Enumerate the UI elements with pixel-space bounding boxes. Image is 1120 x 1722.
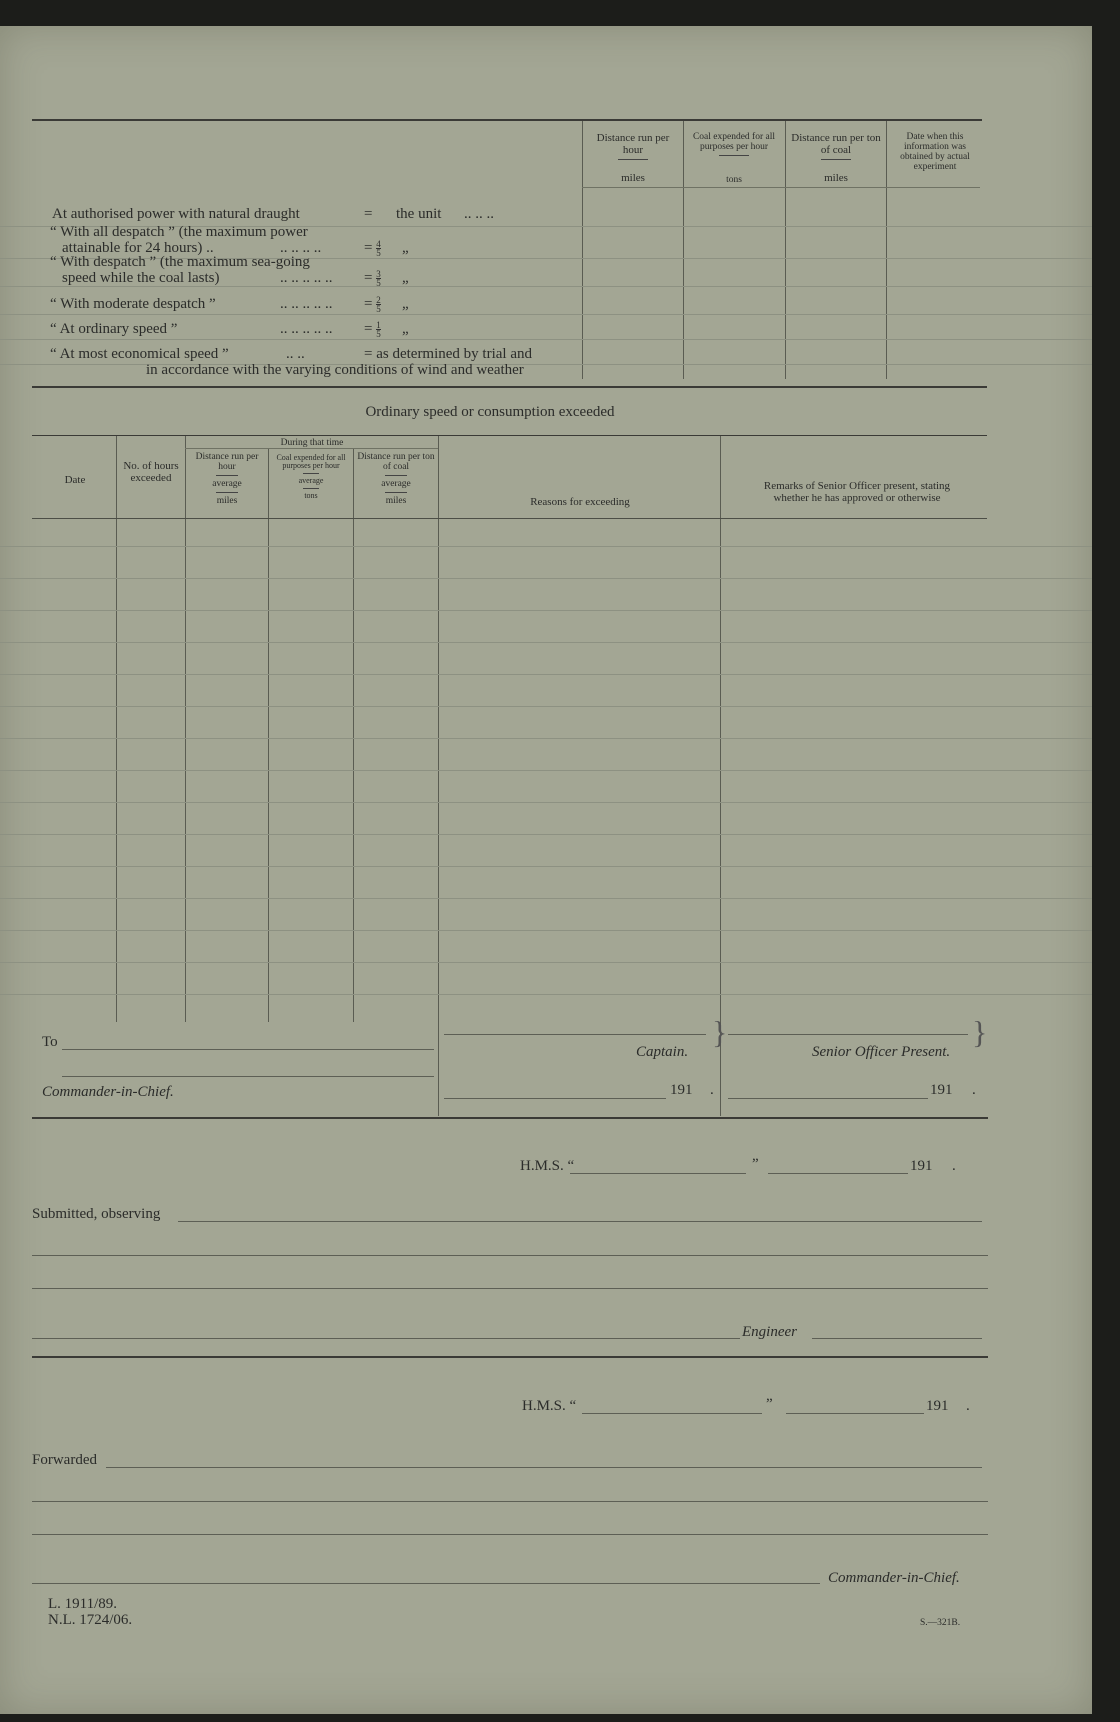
row-ordinary-label: “ At ordinary speed ” (50, 321, 178, 337)
ruled-line (0, 706, 1092, 707)
submitted-hms: H.M.S. “ (520, 1158, 575, 1174)
header-date: Date (64, 474, 86, 486)
row-despatch-eq: = $\frac{3}{5}$ (364, 269, 381, 289)
row-economical-label: “ At most economical speed ” (50, 346, 229, 362)
top-rule (32, 119, 982, 121)
ruled-line (0, 738, 1092, 739)
col-divider (438, 436, 439, 1116)
observing-line-3[interactable] (32, 1288, 988, 1289)
header-reasons: Reasons for exceeding (530, 496, 630, 508)
ruled-line (0, 994, 1092, 995)
row-moderate-eq: = $\frac{2}{5}$ (364, 295, 381, 315)
captain-signature-line[interactable] (444, 1034, 706, 1035)
header-underline (32, 518, 987, 519)
brace-icon: } (972, 1014, 988, 1050)
row-moderate-label: “ With moderate despatch ” (50, 296, 216, 312)
senior-label: Senior Officer Present. (812, 1044, 951, 1060)
leader-dots: .. .. (286, 346, 305, 362)
forwarded-line-3[interactable] (32, 1534, 988, 1535)
col-divider (116, 436, 117, 1022)
row-all-despatch-eq: = $\frac{4}{5}$ (364, 239, 381, 259)
row-authorised-eq: = (364, 206, 373, 222)
senior-dot: . (972, 1082, 976, 1098)
header-coal-per-hour: Coal expended for all purposes per hour average tons (276, 453, 346, 500)
ruled-line (0, 314, 1092, 315)
ruled-line (0, 286, 1092, 287)
header-during: During that time (280, 438, 344, 448)
header-remarks: Remarks of Senior Officer present, stating whether he has approved or otherwise (763, 480, 951, 504)
ruled-line (0, 770, 1092, 771)
row-despatch-label-2: speed while the coal lasts) (62, 270, 220, 286)
document-page (0, 26, 1092, 1714)
header-unit-miles: miles (621, 172, 645, 184)
forwarded-dot: . (966, 1398, 970, 1414)
ship-name-line[interactable] (570, 1173, 746, 1174)
section-rule (32, 1117, 988, 1119)
col-divider (353, 448, 354, 1022)
col-divider (268, 448, 269, 1022)
ruled-line (0, 578, 1092, 579)
forwarded-hms: H.M.S. “ (522, 1398, 577, 1414)
ruled-line (0, 339, 1092, 340)
engineer-label: Engineer (742, 1324, 797, 1340)
to-line-2[interactable] (62, 1076, 434, 1077)
col-divider (185, 436, 186, 1022)
forwarded-line-2[interactable] (32, 1501, 988, 1502)
section-title: Ordinary speed or consumption exceeded (365, 404, 615, 420)
header-underline (582, 187, 980, 188)
ref-nl: N.L. 1724/06. (48, 1612, 133, 1628)
to-label: To (42, 1034, 58, 1050)
row-despatch-label-1: “ With despatch ” (the maximum sea-going (50, 254, 310, 270)
forwarded-year: 191 (926, 1398, 949, 1414)
during-underline (185, 448, 438, 449)
brace-icon: } (712, 1014, 728, 1050)
leader-dots: .. .. .. .. (280, 240, 322, 256)
ruled-line (0, 866, 1092, 867)
header-coal-per-hour: Coal expended for all purposes per hour (687, 132, 781, 159)
senior-year: 191 (930, 1082, 953, 1098)
observing-line[interactable] (178, 1221, 982, 1222)
senior-signature-line[interactable] (728, 1034, 968, 1035)
row-ordinary-eq: = $\frac{1}{5}$ (364, 320, 381, 340)
forwarded-cinc-label: Commander-in-Chief. (828, 1570, 960, 1586)
captain-dot: . (710, 1082, 714, 1098)
ruled-line (0, 546, 1092, 547)
header-date-experiment: Date when this information was obtained by actual experiment (900, 132, 970, 172)
ref-l: L. 1911/89. (48, 1596, 118, 1612)
leader-dots: .. .. .. (464, 206, 494, 222)
row-economical-value-1: = as determined by trial and (364, 346, 532, 362)
ruled-line (0, 930, 1092, 931)
col-divider (886, 121, 887, 379)
row-authorised-value: the unit (396, 206, 442, 222)
senior-date-line[interactable] (728, 1098, 928, 1099)
submitted-year: 191 (910, 1158, 933, 1174)
engineer-line-tail[interactable] (812, 1338, 982, 1339)
table-top-rule (32, 435, 987, 436)
ship-name-line[interactable] (582, 1413, 762, 1414)
observing-line-2[interactable] (32, 1255, 988, 1256)
close-quote: ” (752, 1156, 759, 1172)
leader-dots: .. .. .. .. .. (280, 270, 333, 286)
ditto-mark: „ (402, 321, 409, 337)
ditto-mark: „ (402, 296, 409, 312)
leader-dots: .. .. .. .. .. (280, 321, 333, 337)
ditto-mark: „ (402, 240, 409, 256)
captain-date-line[interactable] (444, 1098, 666, 1099)
cinc-signature-line[interactable] (32, 1583, 820, 1584)
header-dist-per-ton: Distance run per ton of coal average miles (357, 452, 435, 506)
submitted-label: Submitted, observing (32, 1206, 161, 1222)
ruled-line (0, 834, 1092, 835)
ruled-line (0, 898, 1092, 899)
ditto-mark: „ (402, 270, 409, 286)
cinc-label: Commander-in-Chief. (42, 1084, 174, 1100)
ruled-line (0, 802, 1092, 803)
col-divider (582, 121, 583, 379)
col-divider (683, 121, 684, 379)
leader-dots: .. .. .. .. .. (280, 296, 333, 312)
header-distance-per-hour: Distance run per hour (586, 132, 680, 163)
captain-year: 191 (670, 1082, 693, 1098)
row-economical-value-2: in accordance with the varying conditions of wind and weather (146, 362, 524, 378)
header-hours: No. of hours exceeded (123, 460, 179, 484)
forwarded-line[interactable] (106, 1467, 982, 1468)
header-dist-per-hour: Distance run per hour average miles (195, 452, 259, 506)
header-distance-per-ton: Distance run per ton of coal (788, 132, 884, 163)
section-rule (32, 1356, 988, 1358)
ruled-line (0, 642, 1092, 643)
header-unit-miles-2: miles (824, 172, 848, 184)
date-line[interactable] (786, 1413, 924, 1414)
form-number: S.—321B. (920, 1618, 961, 1628)
ruled-line (0, 610, 1092, 611)
header-unit-tons: tons (726, 175, 742, 185)
captain-label: Captain. (636, 1044, 689, 1060)
close-quote: ” (766, 1396, 773, 1412)
row-all-despatch-label-2: attainable for 24 hours) .. (62, 240, 214, 256)
forwarded-label: Forwarded (32, 1452, 97, 1468)
section-rule (32, 386, 987, 388)
date-line[interactable] (768, 1173, 908, 1174)
row-all-despatch-label-1: “ With all despatch ” (the maximum power (50, 224, 308, 240)
ruled-line (0, 674, 1092, 675)
to-line[interactable] (62, 1049, 434, 1050)
col-divider (785, 121, 786, 379)
row-authorised-label: At authorised power with natural draught (52, 206, 300, 222)
ruled-line (0, 962, 1092, 963)
submitted-dot: . (952, 1158, 956, 1174)
engineer-signature-line[interactable] (32, 1338, 740, 1339)
